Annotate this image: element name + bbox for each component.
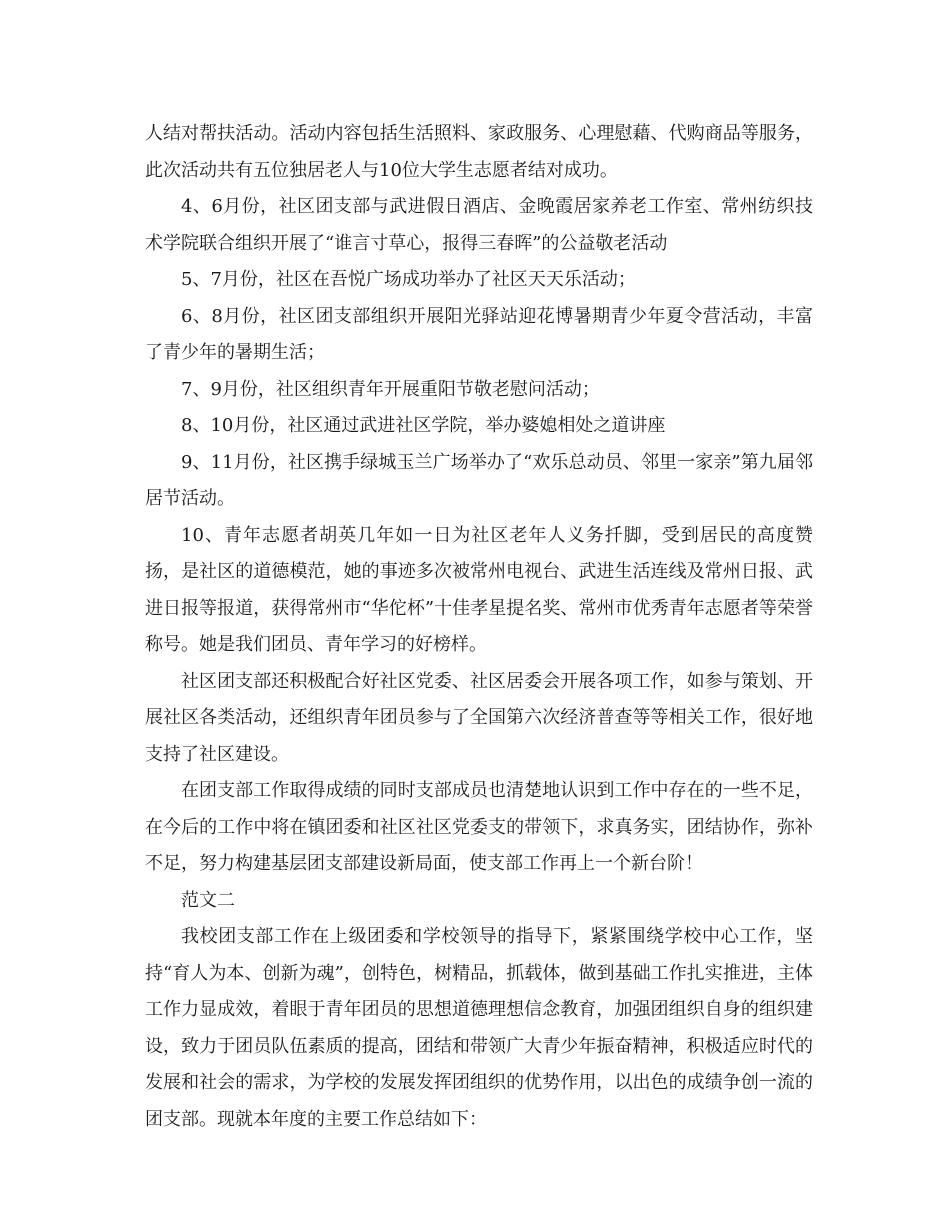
section-heading: 范文二 [181, 889, 235, 911]
paragraph-support: 社区团支部还积极配合好社区党委、社区居委会开展各项工作，如参与策划、开展社区各类活动，还组织青年团员参与了全国第六次经济普查等等相关工作，很好地支持了社区建设。 [145, 670, 813, 765]
paragraph-item-5: 5、7月份，社区在吾悦广场成功举办了社区天天乐活动； [181, 269, 636, 290]
paragraph-item-6: 6、8月份，社区团支部组织开展阳光驿站迎花博暑期青少年夏令营活动，丰富了青少年的暑期生活； [145, 305, 813, 363]
paragraph-item-7: 7、9月份，社区组织青年开展重阳节敬老慰问活动； [181, 378, 600, 400]
paragraph-item-9: 9、11月份，社区携手绿城玉兰广场举办了“欢乐总动员、邻里一家亲”第九届邻居节活动。 [145, 451, 813, 509]
paragraph-outlook: 在团支部工作取得成绩的同时支部成员也清楚地认识到工作中存在的一些不足，在今后的工作中将在镇团委和社区社区党委支的带领下，求真务实，团结协作，弥补不足，努力构建基层团支部建设新局面，使支部工作再上一个新台阶！ [145, 780, 813, 874]
paragraph-continuation: 人结对帮扶活动。活动内容包括生活照料、家政服务、心理慰藉、代购商品等服务，此次活动共有五位独居老人与10位大学生志愿者结对成功。 [145, 123, 813, 181]
document-body [145, 116, 813, 1138]
paragraph-item-4: 4、6月份，社区团支部与武进假日酒店、金晚霞居家养老工作室、常州纺织技术学院联合组织开展了“谁言寸草心，报得三春晖”的公益敬老活动 [145, 196, 813, 254]
paragraph-item-8: 8、10月份，社区通过武进社区学院，举办婆媳相处之道讲座 [181, 415, 666, 436]
paragraph-item-10: 10、青年志愿者胡英几年如一日为社区老年人义务扦脚，受到居民的高度赞扬，是社区的道德模范，她的事迹多次被常州电视台、武进生活连线及常州日报、武进日报等报道，获得常州市“华佗杯”十佳孝星提名奖、常州市优秀青年志愿者等荣誉称号。她是我们团员、青年学习的好榜样。 [145, 524, 813, 655]
paragraph-sample-two: 我校团支部工作在上级团委和学校领导的指导下，紧紧围绕学校中心工作，坚持“育人为本、创新为魂”，创特色，树精品，抓载体，做到基础工作扎实推进，主体工作力显成效，着眼于青年团员的思想道德理想信念教育，加强团组织自身的组织建设，致力于团员队伍素质的提高，团结和带领广大青少年振奋精神，积极适应时代的发展和社会的需求，为学校的发展发挥团组织的优势作用，以出色的成绩争创一流的团支部。现就本年度的主要工作总结如下： [145, 926, 813, 1130]
